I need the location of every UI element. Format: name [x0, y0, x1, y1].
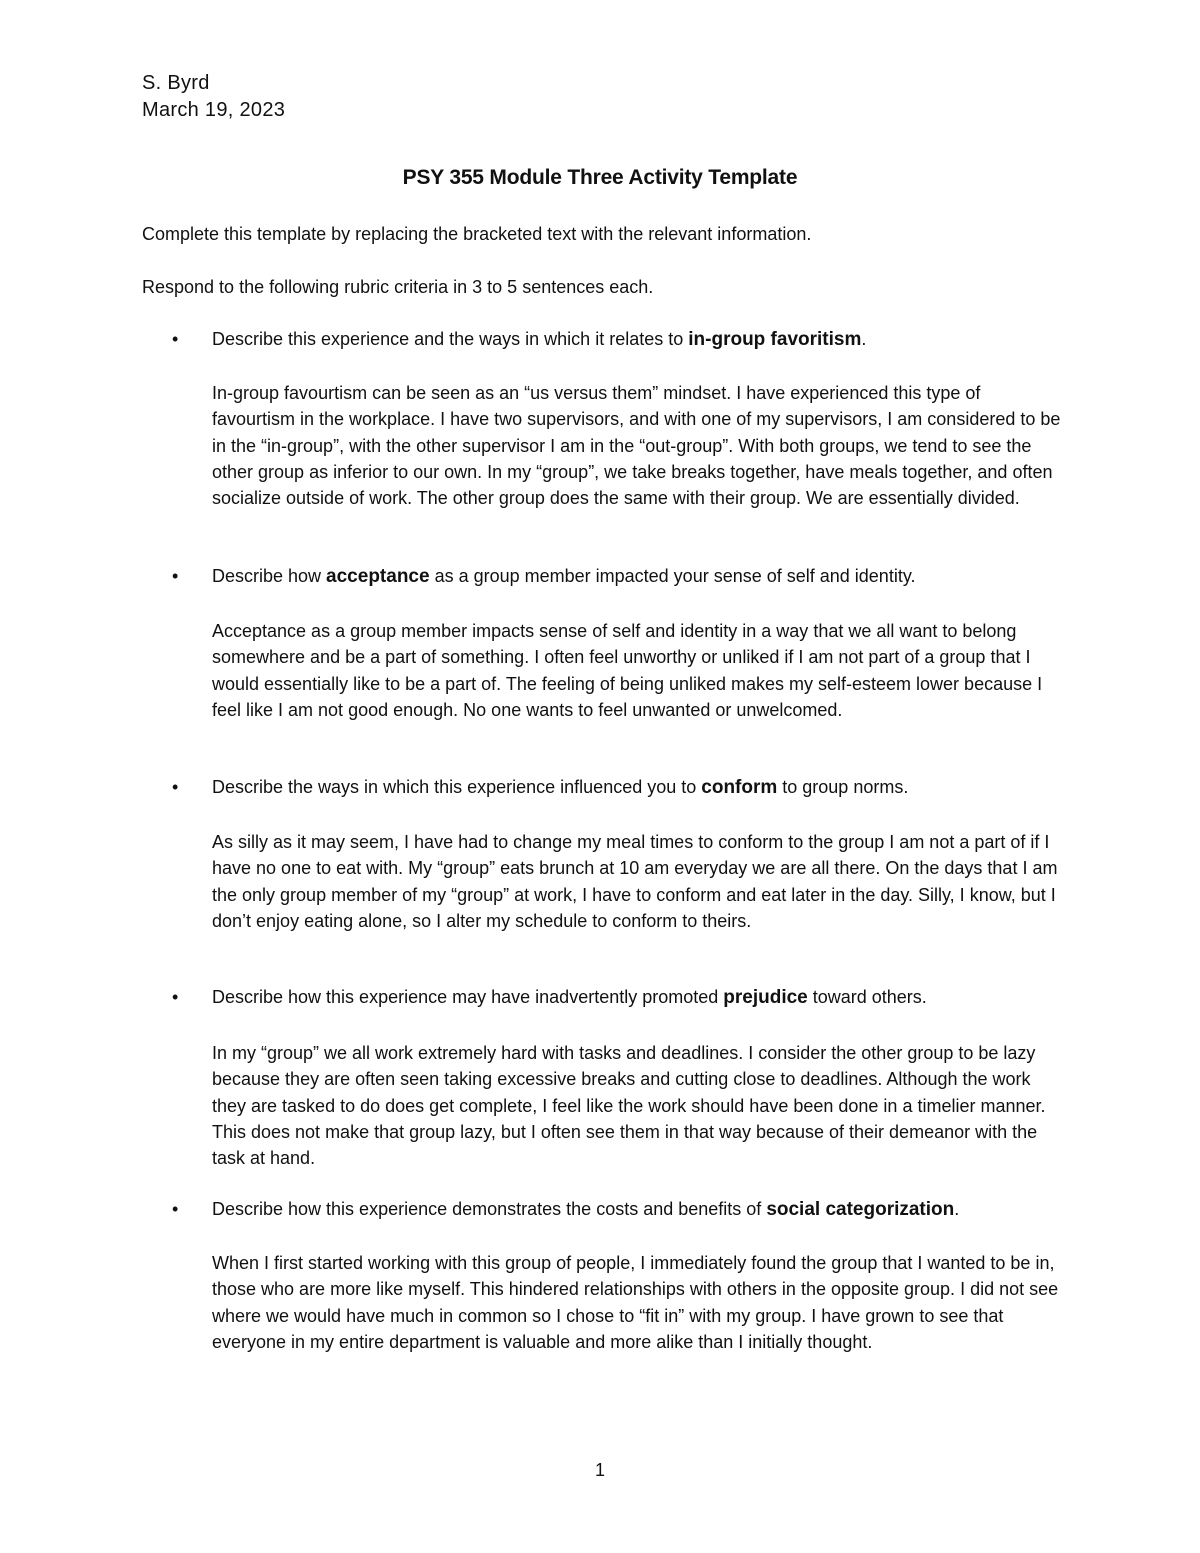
- rubric-prompt-3: [172, 777, 909, 799]
- rubric-prompt-5: [172, 1199, 960, 1221]
- response-paragraph-5: When I first started working with this group of people, I immediately found the group that I wanted to be in, those who are more like myself. This hindered relationships with others in the opposite group. I did not see where we would have much in common so I chose to “fit in” with my group. I have grown to see that everyone in my entire department is valuable and more alike than I initially thought.: [212, 1253, 1059, 1352]
- prompt-text: Describe how this experience may have inadvertently promoted: [212, 987, 724, 1007]
- prompt-text-end: .: [861, 329, 867, 349]
- prompt-text: Describe how: [212, 566, 327, 586]
- rubric-prompt-2: [172, 566, 916, 588]
- bullet-icon: •: [172, 1199, 179, 1219]
- prompt-text-end: to group norms.: [777, 777, 909, 797]
- prompt-text: Describe this experience and the ways in which it relates to: [212, 329, 689, 349]
- prompt-keyword: in-group favoritism: [688, 329, 862, 350]
- bullet-icon: •: [172, 777, 179, 797]
- response-paragraph-4: In my “group” we all work extremely hard with tasks and deadlines. I consider the other group to be lazy because they are often seen taking excessive breaks and cutting close to deadlines. Although the work they are tasked to do does get complete, I feel like the work should have been done in a timelier manner. This does not make that group lazy, but I often see them in that way because of their demeanor with the task at hand.: [212, 1043, 1046, 1169]
- rubric-prompt-4: [172, 987, 927, 1009]
- bullet-icon: •: [172, 987, 179, 1007]
- prompt-keyword: social categorization: [766, 1199, 955, 1220]
- document-date: March 19, 2023: [142, 99, 286, 121]
- page-title: PSY 355 Module Three Activity Template: [402, 166, 798, 189]
- page-number: 1: [594, 1460, 605, 1480]
- response-paragraph-1: In-group favourtism can be seen as an “us versus them” mindset. I have experienced this type of favourtism in the workplace. I have two supervisors, and with one of my supervisors, I am considered to be in the “in-group”, with the other supervisor I am in the “out-group”. With both groups, we tend to see the other group as inferior to our own. In my “group”, we take breaks together, have meals together, and often socialize outside of work. The other group does the same with their group. We are essentially divided.: [212, 383, 1061, 509]
- bullet-icon: •: [172, 566, 179, 586]
- rubric-prompt-1: [172, 329, 867, 351]
- instruction-line-2: Respond to the following rubric criteria in 3 to 5 sentences each.: [142, 277, 654, 297]
- prompt-text: Describe the ways in which this experience influenced you to: [212, 777, 702, 797]
- author-name: S. Byrd: [142, 72, 210, 94]
- prompt-keyword: prejudice: [723, 987, 808, 1008]
- prompt-keyword: conform: [701, 777, 778, 798]
- response-paragraph-2: Acceptance as a group member impacts sense of self and identity in a way that we all want to belong somewhere and be a part of something. I often feel unworthy or unliked if I am not part of a group that I would essentially like to be a part of. The feeling of being unliked makes my self-esteem lower because I feel like I am not good enough. No one wants to feel unwanted or unwelcomed.: [212, 621, 1043, 720]
- prompt-text: Describe how this experience demonstrates the costs and benefits of: [212, 1199, 767, 1219]
- bullet-icon: •: [172, 329, 179, 349]
- prompt-keyword: acceptance: [326, 566, 430, 587]
- response-paragraph-3: As silly as it may seem, I have had to change my meal times to conform to the group I am not a part of if I have no one to eat with. My “group” eats brunch at 10 am everyday we are all there. On the days that I am the only group member of my “group” at work, I have to conform and eat later in the day. Silly, I know, but I don’t enjoy eating alone, so I alter my schedule to conform to theirs.: [212, 832, 1058, 931]
- prompt-text-end: .: [954, 1199, 960, 1219]
- document-header: [142, 70, 285, 124]
- prompt-text-end: as a group member impacted your sense of self and identity.: [429, 566, 916, 586]
- prompt-text-end: toward others.: [807, 987, 927, 1007]
- instruction-line-1: Complete this template by replacing the bracketed text with the relevant information.: [142, 224, 812, 244]
